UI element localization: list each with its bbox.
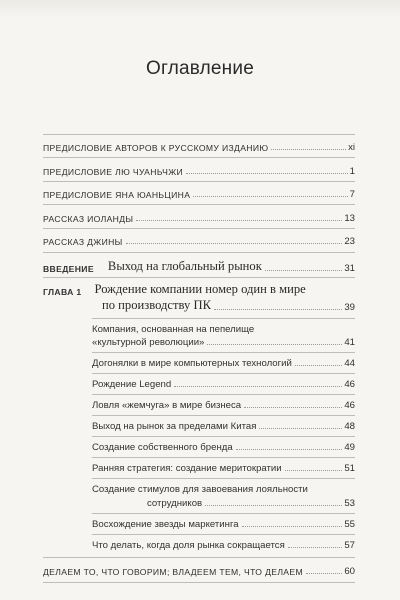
divider xyxy=(43,204,355,205)
subentry-title: Ранняя стратегия: создание меритократии xyxy=(92,463,282,474)
introduction-title: Выход на глобальный рынок xyxy=(107,259,262,273)
toc-entry-label: ПРЕДИСЛОВИЕ АВТОРОВ К РУССКОМУ ИЗДАНИЮ xyxy=(43,143,269,153)
dot-leader xyxy=(271,149,346,150)
toc-entry-page: 31 xyxy=(344,263,355,274)
dot-leader xyxy=(285,470,343,471)
divider xyxy=(92,373,355,374)
dot-leader xyxy=(126,243,343,244)
dot-leader xyxy=(186,173,348,174)
dot-leader xyxy=(193,196,347,197)
subentry-title: Создание стимулов для завоевания лояльности xyxy=(92,484,308,495)
toc-subentry xyxy=(92,440,355,453)
toc-subentry xyxy=(92,356,355,369)
dot-leader xyxy=(288,547,343,548)
toc-entry-label: ПРЕДИСЛОВИЕ ЛЮ ЧУАНЬЧЖИ xyxy=(43,167,184,177)
divider xyxy=(92,436,355,437)
subentry-title-line2: «культурной революции» xyxy=(92,337,205,348)
chapter-1-heading xyxy=(43,282,355,297)
dot-leader xyxy=(265,270,343,271)
introduction-label: ВВЕДЕНИЕ xyxy=(43,264,94,274)
toc-subentry xyxy=(92,419,355,432)
dot-leader xyxy=(242,526,343,527)
toc-entry-label: РАССКАЗ ДЖИНЫ xyxy=(43,237,123,247)
subentry-title: Догонялки в мире компьютерных технологий xyxy=(92,358,292,369)
subentry-title: Выход на рынок за пределами Китая xyxy=(92,421,257,432)
toc-subentry-cont xyxy=(147,496,355,509)
toc-entry-page: 1 xyxy=(349,166,355,177)
dot-leader xyxy=(205,505,342,506)
toc-entry-page: 41 xyxy=(344,337,355,348)
subentry-title: Создание собственного бренда xyxy=(92,442,233,453)
toc-entry xyxy=(43,139,355,153)
divider xyxy=(43,252,355,253)
divider xyxy=(92,513,355,514)
divider xyxy=(43,582,355,583)
toc-subentry xyxy=(92,461,355,474)
toc-entry xyxy=(43,186,355,200)
page-title: Оглавление xyxy=(146,58,254,79)
toc-entry-label: ПРЕДИСЛОВИЕ ЯНА ЮАНЬЦИНА xyxy=(43,190,191,200)
dot-leader xyxy=(236,449,343,450)
page-top-shadow xyxy=(0,0,400,18)
toc-entry xyxy=(43,563,355,577)
subentry-title: Что делать, когда доля рынка сокращается xyxy=(92,540,285,551)
toc-entry-page: 13 xyxy=(344,213,355,224)
toc-entry-page: 39 xyxy=(344,302,355,313)
divider xyxy=(43,277,355,278)
toc-entry-page: 49 xyxy=(344,442,355,453)
subentry-title: Компания, основанная на пепелище xyxy=(92,324,255,335)
toc-subentry xyxy=(92,538,355,551)
divider xyxy=(92,352,355,353)
toc-subentry xyxy=(92,377,355,390)
toc-entry xyxy=(43,163,355,177)
subentry-title-line2: сотрудников xyxy=(147,498,203,509)
toc-subentry xyxy=(92,517,355,530)
subentry-title: Восхождение звезды маркетинга xyxy=(92,519,239,530)
toc-entry xyxy=(43,210,355,224)
toc-entry-page: 57 xyxy=(344,540,355,551)
toc-subentry xyxy=(92,398,355,411)
divider xyxy=(43,134,355,135)
toc-subentry-cont xyxy=(92,335,355,348)
toc-entry-page: 55 xyxy=(344,519,355,530)
subentry-title: Ловля «жемчуга» в мире бизнеса xyxy=(92,400,242,411)
toc-entry xyxy=(43,233,355,247)
divider xyxy=(43,157,355,158)
toc-entry-introduction xyxy=(43,257,355,274)
chapter-title-line2: по производству ПК xyxy=(102,298,211,312)
chapter-1-heading-cont xyxy=(102,297,355,313)
divider xyxy=(92,457,355,458)
dot-leader xyxy=(214,309,342,310)
divider xyxy=(92,415,355,416)
toc-entry-page: 44 xyxy=(344,358,355,369)
divider xyxy=(92,534,355,535)
dot-leader xyxy=(295,365,342,366)
subentry-title: Рождение Legend xyxy=(92,379,172,390)
dot-leader xyxy=(244,407,342,408)
toc-entry-page: 48 xyxy=(344,421,355,432)
toc-subentry xyxy=(92,482,355,495)
toc-entry-page: 46 xyxy=(344,379,355,390)
divider xyxy=(92,318,355,319)
toc-entry-label: РАССКАЗ ИОЛАНДЫ xyxy=(43,214,134,224)
toc-entry-page: 7 xyxy=(349,189,355,200)
divider xyxy=(43,557,355,558)
dot-leader xyxy=(136,220,342,221)
toc-entry-label: ДЕЛАЕМ ТО, ЧТО ГОВОРИМ; ВЛАДЕЕМ ТЕМ, ЧТО ДЕЛАЕМ xyxy=(43,567,303,577)
toc-entry-page: 23 xyxy=(344,236,355,247)
chapter-title-line1: Рождение компании номер один в мире xyxy=(94,282,306,296)
toc-subentry xyxy=(92,322,355,335)
divider xyxy=(43,228,355,229)
chapter-label: ГЛАВА 1 xyxy=(43,287,82,297)
dot-leader xyxy=(259,428,342,429)
toc-entry-page: 60 xyxy=(344,566,355,577)
toc-entry-page: 53 xyxy=(344,498,355,509)
divider xyxy=(43,181,355,182)
divider xyxy=(92,478,355,479)
divider xyxy=(92,394,355,395)
toc-entry-page: xi xyxy=(348,142,355,153)
dot-leader xyxy=(306,573,342,574)
toc-entry-page: 46 xyxy=(344,400,355,411)
dot-leader xyxy=(174,386,342,387)
dot-leader xyxy=(207,344,342,345)
toc-entry-page: 51 xyxy=(344,463,355,474)
